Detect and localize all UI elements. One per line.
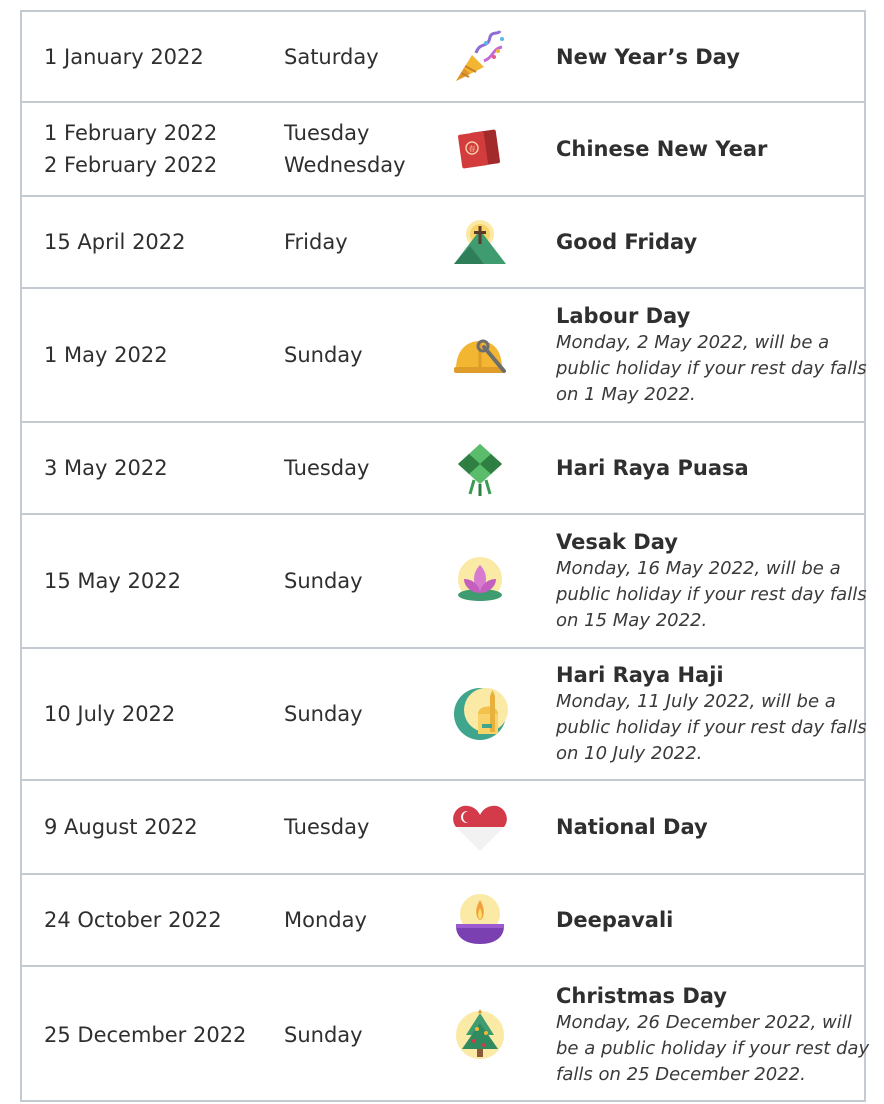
table-row [22, 197, 864, 289]
holiday-date: 3 May 2022 [44, 456, 168, 480]
holiday-note-line: be a public holiday if your rest day [556, 1037, 870, 1059]
table-row [22, 423, 864, 515]
oil-lamp-icon [448, 875, 512, 965]
holiday-name: Deepavali [556, 908, 674, 932]
holiday-date-cell [44, 289, 274, 421]
holiday-name-cell [556, 515, 867, 647]
holiday-date-cell [44, 649, 274, 779]
holiday-date: 24 October 2022 [44, 908, 222, 932]
holiday-day-cell [284, 515, 444, 647]
table-row [22, 12, 864, 103]
holiday-weekday: Tuesday [284, 456, 370, 480]
holiday-note-line: on 1 May 2022. [556, 384, 696, 405]
holiday-table [20, 10, 870, 1102]
holiday-name: National Day [556, 815, 708, 839]
holiday-weekday: Saturday [284, 44, 379, 69]
holiday-weekday: Wednesday [284, 153, 406, 177]
holiday-date-cell [44, 781, 274, 873]
holiday-weekday: Sunday [284, 1022, 363, 1047]
holiday-date-cell [44, 875, 274, 965]
holiday-date: 25 December 2022 [44, 1022, 247, 1047]
holiday-note-line: public holiday if your rest day falls [556, 584, 867, 605]
holiday-name-cell [556, 649, 867, 779]
holiday-name-cell [556, 12, 856, 101]
holiday-weekday: Friday [284, 230, 348, 254]
holiday-date-cell [44, 197, 274, 287]
party-popper-icon [448, 12, 512, 101]
holiday-note-line: falls on 25 December 2022. [556, 1063, 806, 1085]
holiday-name: Hari Raya Haji [556, 663, 724, 687]
holiday-weekday: Tuesday [284, 815, 370, 839]
holiday-date: 9 August 2022 [44, 815, 198, 839]
christmas-tree-icon [448, 967, 512, 1102]
table-row [22, 289, 867, 423]
holiday-weekday: Sunday [284, 343, 363, 367]
holiday-name-cell [556, 781, 856, 873]
holiday-note-line: Monday, 11 July 2022, will be a [556, 691, 836, 712]
holiday-name-cell [556, 197, 856, 287]
holiday-date: 1 May 2022 [44, 343, 168, 367]
table-row [22, 967, 870, 1102]
table-row [22, 875, 864, 967]
table-row [22, 103, 864, 197]
holiday-name: Labour Day [556, 304, 691, 328]
cross-mountain-icon [448, 197, 512, 287]
holiday-name-cell [556, 967, 870, 1102]
holiday-date: 15 May 2022 [44, 569, 181, 593]
holiday-name-cell [556, 289, 867, 421]
holiday-name: New Year’s Day [556, 44, 740, 69]
table-row [22, 781, 864, 875]
holiday-name-cell [556, 423, 856, 513]
holiday-day-cell [284, 289, 444, 421]
holiday-weekday: Tuesday [284, 121, 370, 145]
svg-text:春: 春 [468, 145, 476, 153]
holiday-day-cell [284, 12, 444, 101]
holiday-note-line: Monday, 2 May 2022, will be a [556, 332, 830, 353]
holiday-note-line: Monday, 26 December 2022, will [556, 1011, 852, 1033]
holiday-name: Chinese New Year [556, 137, 768, 161]
holiday-day-cell [284, 197, 444, 287]
holiday-date: 2 February 2022 [44, 153, 218, 177]
crescent-mosque-icon [448, 649, 512, 779]
holiday-date-cell [44, 103, 274, 195]
red-packet-icon [448, 103, 512, 195]
ketupat-icon [448, 423, 512, 513]
holiday-note-line: Monday, 16 May 2022, will be a [556, 558, 841, 579]
holiday-day-cell [284, 103, 444, 195]
holiday-weekday: Monday [284, 908, 367, 932]
holiday-date: 1 February 2022 [44, 121, 218, 145]
holiday-date: 10 July 2022 [44, 702, 176, 726]
holiday-name-cell [556, 103, 856, 195]
holiday-day-cell [284, 781, 444, 873]
holiday-date: 15 April 2022 [44, 230, 186, 254]
holiday-day-cell [284, 423, 444, 513]
holiday-note-line: public holiday if your rest day falls [556, 358, 867, 379]
hard-hat-wrench-icon [448, 289, 512, 421]
singapore-heart-icon [448, 781, 512, 873]
holiday-day-cell [284, 875, 444, 965]
holiday-weekday: Sunday [284, 569, 363, 593]
holiday-note-line: public holiday if your rest day falls [556, 717, 867, 738]
holiday-date-cell [44, 967, 274, 1102]
holiday-name: Hari Raya Puasa [556, 456, 749, 480]
holiday-date: 1 January 2022 [44, 44, 204, 69]
holiday-name: Good Friday [556, 230, 698, 254]
holiday-note-line: on 15 May 2022. [556, 610, 708, 631]
holiday-weekday: Sunday [284, 702, 363, 726]
holiday-date-cell [44, 12, 274, 101]
holiday-name: Christmas Day [556, 983, 727, 1008]
lotus-icon [448, 515, 512, 647]
holiday-day-cell [284, 649, 444, 779]
table-row [22, 649, 867, 781]
holiday-date-cell [44, 515, 274, 647]
holiday-date-cell [44, 423, 274, 513]
holiday-name: Vesak Day [556, 530, 678, 554]
table-row [22, 515, 867, 649]
holiday-day-cell [284, 967, 444, 1102]
holiday-note-line: on 10 July 2022. [556, 743, 703, 764]
holiday-name-cell [556, 875, 856, 965]
